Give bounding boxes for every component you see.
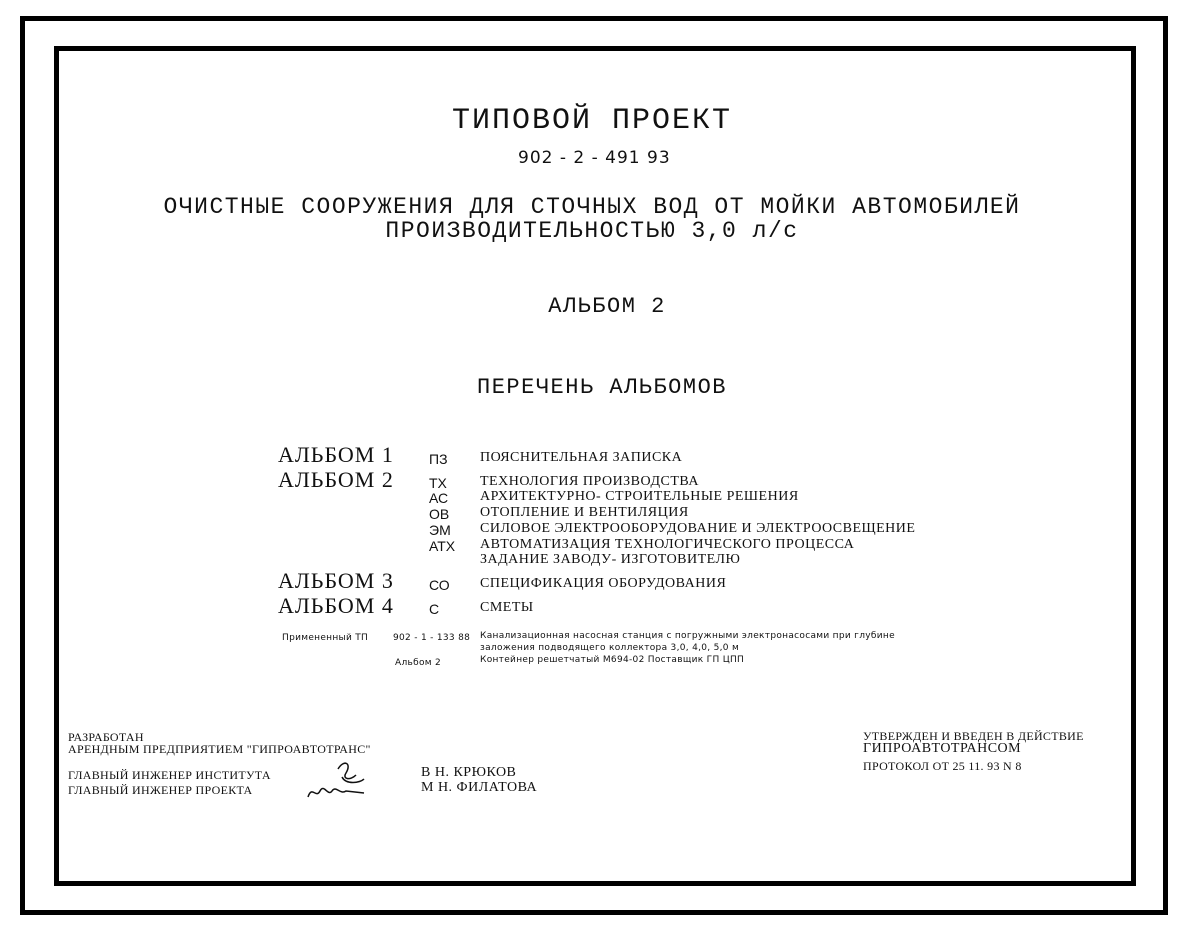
applied-tp-code: 902 - 1 - 133 88 <box>393 633 471 643</box>
albums-list-title: ПЕРЕЧЕНЬ АЛЬБОМОВ <box>477 375 727 400</box>
album-description: СИЛОВОЕ ЭЛЕКТРООБОРУДОВАНИЕ И ЭЛЕКТРООСВЕЩЕНИЕ <box>480 521 916 536</box>
applied-label: Примененный ТП <box>282 633 369 643</box>
album-name: АЛЬБОМ 2 <box>278 467 394 492</box>
album-code: ПЗ <box>429 451 448 467</box>
album-description: ПОЯСНИТЕЛЬНАЯ ЗАПИСКА <box>480 450 683 465</box>
signature-stroke-institute <box>338 763 364 782</box>
applied-tp-desc-1: Канализационная насосная станция с погружными электронасосами при глубине <box>480 631 895 641</box>
chief-engineer-project: ГЛАВНЫЙ ИНЖЕНЕР ПРОЕКТА <box>68 783 253 797</box>
applied-album-label: Альбом 2 <box>395 658 442 668</box>
name-project: М Н. ФИЛАТОВА <box>421 780 538 795</box>
album-description: ЗАДАНИЕ ЗАВОДУ- ИЗГОТОВИТЕЛЮ <box>480 552 741 567</box>
album-code: АТХ <box>429 538 456 554</box>
album-description: АРХИТЕКТУРНО- СТРОИТЕЛЬНЫЕ РЕШЕНИЯ <box>480 489 799 504</box>
subtitle-line-1: ОЧИСТНЫЕ СООРУЖЕНИЯ ДЛЯ СТОЧНЫХ ВОД ОТ МОЙКИ АВТОМОБИЛЕЙ <box>163 194 1021 220</box>
name-institute: В Н. КРЮКОВ <box>421 765 517 780</box>
album-heading: АЛЬБОМ 2 <box>548 294 666 319</box>
signature-image <box>300 755 380 805</box>
approved-line-1: УТВЕРЖДЕН И ВВЕДЕН В ДЕЙСТВИЕ <box>863 729 1084 743</box>
album-name: АЛЬБОМ 1 <box>278 442 394 467</box>
album-code: ЭМ <box>429 522 451 538</box>
album-description: СПЕЦИФИКАЦИЯ ОБОРУДОВАНИЯ <box>480 576 727 591</box>
project-code: 902 - 2 - 491 93 <box>518 148 671 168</box>
applied-container-desc: Контейнер решетчатый М694-02 Поставщик ГП ЦПП <box>480 655 745 665</box>
album-code: ОВ <box>429 506 450 522</box>
album-name: АЛЬБОМ 3 <box>278 568 394 593</box>
album-description: ОТОПЛЕНИЕ И ВЕНТИЛЯЦИЯ <box>480 505 689 520</box>
subtitle-line-2: ПРОИЗВОДИТЕЛЬНОСТЬЮ 3,0 л/с <box>385 218 799 244</box>
developer-name: АРЕНДНЫМ ПРЕДПРИЯТИЕМ "ГИПРОАВТОТРАНС" <box>68 742 371 756</box>
applied-tp-desc-2: заложения подводящего коллектора 3,0, 4,0, 5,0 м <box>480 643 740 653</box>
document-title: ТИПОВОЙ ПРОЕКТ <box>451 104 733 138</box>
developed-label: РАЗРАБОТАН <box>68 730 144 744</box>
approved-line-2: ГИПРОАВТОТРАНСОМ <box>863 741 1022 756</box>
album-code: АС <box>429 490 449 506</box>
protocol: ПРОТОКОЛ ОТ 25 11. 93 N 8 <box>863 759 1022 773</box>
album-description: ТЕХНОЛОГИЯ ПРОИЗВОДСТВА <box>480 474 699 489</box>
chief-engineer-institute: ГЛАВНЫЙ ИНЖЕНЕР ИНСТИТУТА <box>68 768 271 782</box>
album-code: С <box>429 601 440 617</box>
album-name: АЛЬБОМ 4 <box>278 593 394 618</box>
album-description: СМЕТЫ <box>480 600 534 615</box>
album-code: ТХ <box>429 475 447 491</box>
album-description: АВТОМАТИЗАЦИЯ ТЕХНОЛОГИЧЕСКОГО ПРОЦЕССА <box>480 537 855 552</box>
album-code: СО <box>429 577 450 593</box>
signature-stroke-project <box>308 788 364 797</box>
